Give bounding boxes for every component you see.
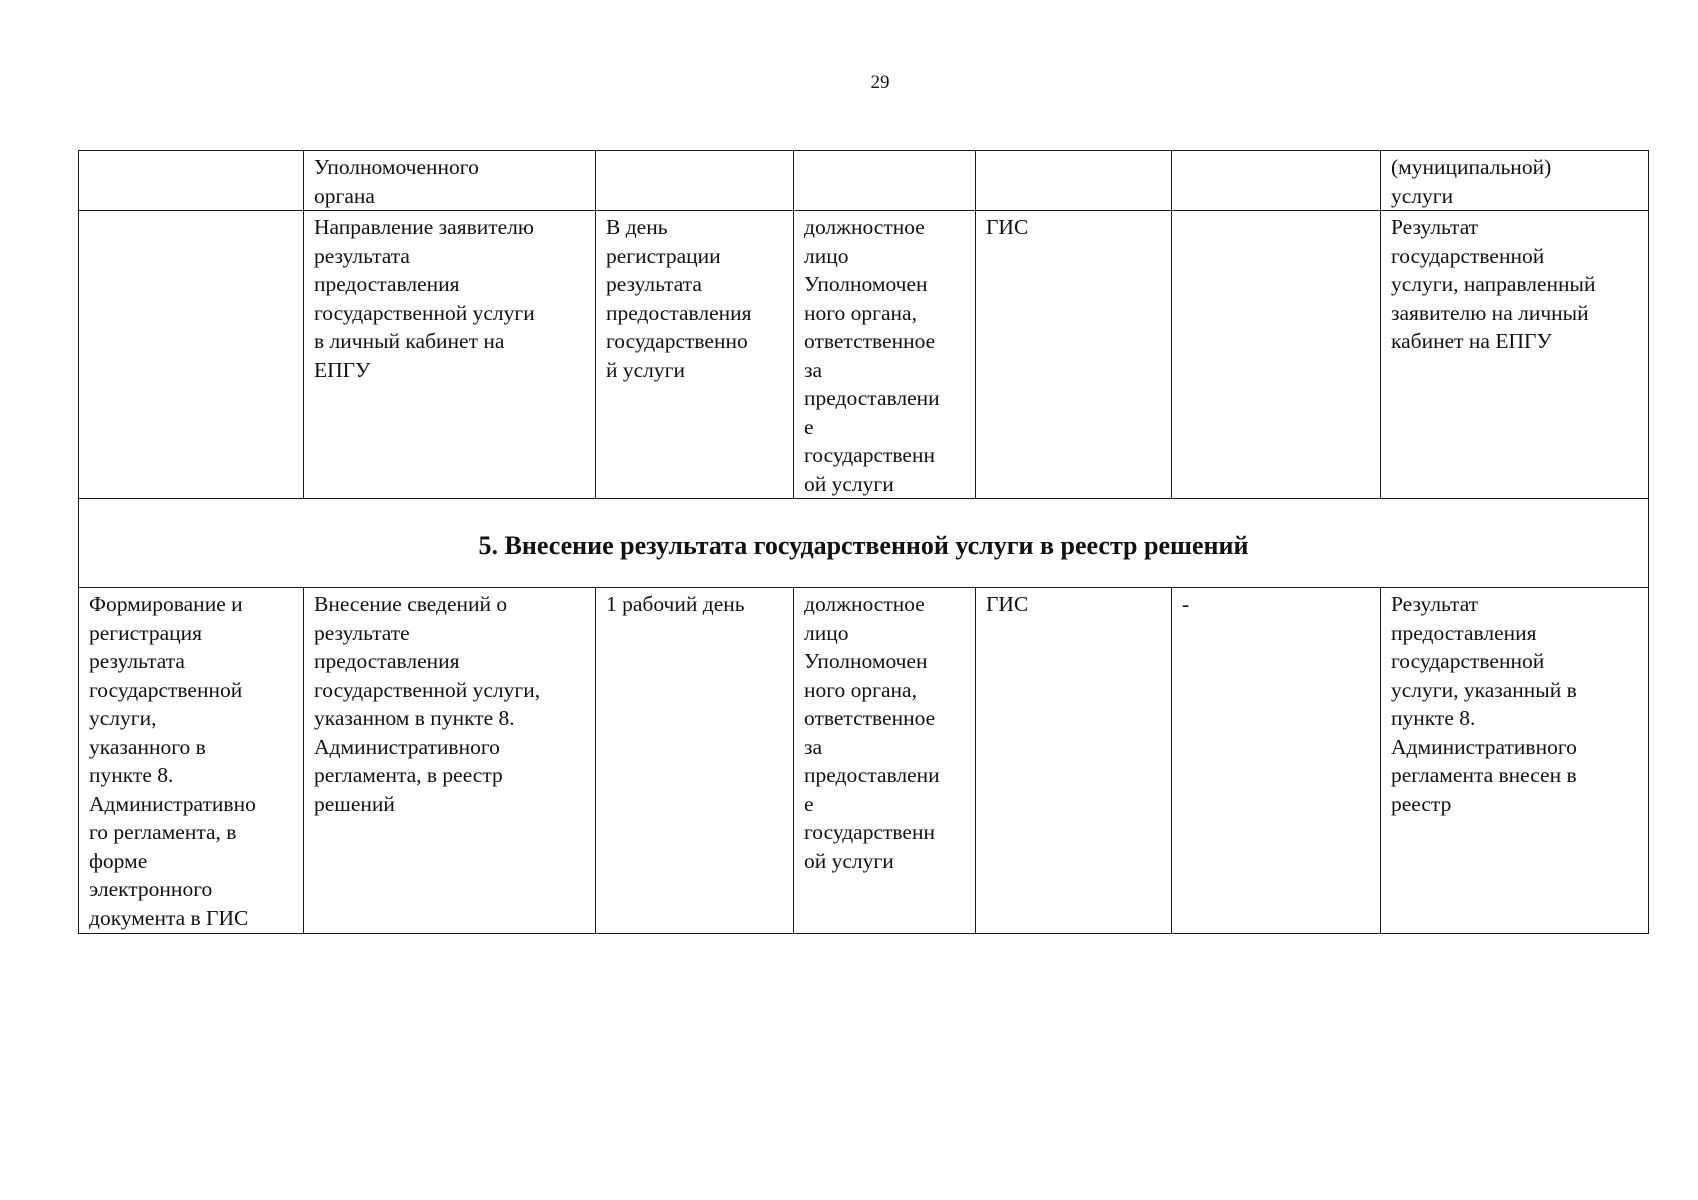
cell-basis — [79, 151, 304, 211]
page-number: 29 — [870, 72, 890, 93]
cell-result: (муниципальной) услуги — [1381, 151, 1649, 211]
table-row — [79, 588, 1649, 934]
procedure-table — [78, 150, 1649, 934]
table-row — [79, 151, 1649, 211]
cell-responsible: должностное лицо Уполномочен ного органа, ответственное за предоставлени е государственн ой услуги — [794, 588, 976, 934]
cell-criteria — [1172, 151, 1381, 211]
cell-responsible — [794, 151, 976, 211]
cell-action: Направление заявителю результата предоставления государственной услуги в личный кабинет на ЕПГУ — [304, 211, 596, 499]
cell-system — [976, 151, 1172, 211]
cell-criteria: - — [1172, 588, 1381, 934]
cell-duration: 1 рабочий день — [596, 588, 794, 934]
cell-duration: В день регистрации результата предоставления государственно й услуги — [596, 211, 794, 499]
table-row — [79, 211, 1649, 499]
section-heading: 5. Внесение результата государственной услуги в реестр решений — [478, 530, 1249, 560]
cell-basis — [79, 211, 304, 499]
section-row — [79, 499, 1649, 588]
cell-criteria — [1172, 211, 1381, 499]
cell-result: Результат государственной услуги, направленный заявителю на личный кабинет на ЕПГУ — [1381, 211, 1649, 499]
cell-basis: Формирование и регистрация результата государственной услуги, указанного в пункте 8. Административно го регламента, в форме электронного документа в ГИС — [79, 588, 304, 934]
section-heading-cell — [79, 499, 1649, 588]
cell-duration — [596, 151, 794, 211]
cell-system: ГИС — [976, 588, 1172, 934]
cell-action: Уполномоченного органа — [304, 151, 596, 211]
cell-result: Результат предоставления государственной услуги, указанный в пункте 8. Административного регламента внесен в реестр — [1381, 588, 1649, 934]
cell-system: ГИС — [976, 211, 1172, 499]
cell-action: Внесение сведений о результате предоставления государственной услуги, указанном в пункте 8. Административного регламента, в реестр решений — [304, 588, 596, 934]
cell-responsible: должностное лицо Уполномочен ного органа, ответственное за предоставлени е государственн ой услуги — [794, 211, 976, 499]
